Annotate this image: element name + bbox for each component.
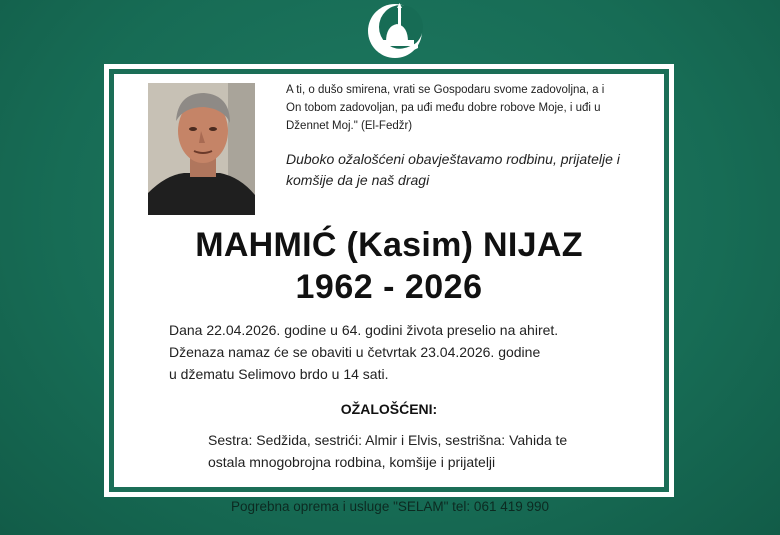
obituary-card (104, 64, 674, 497)
funeral-details (169, 319, 609, 385)
announcement-intro (286, 149, 646, 191)
intro-line: komšije da je naš dragi (286, 172, 430, 188)
details-line: Dana 22.04.2026. godine u 64. godini života preselio na ahiret. (169, 322, 559, 338)
deceased-name: MAHMIĆ (Kasim) NIJAZ (195, 226, 583, 264)
quran-quote (286, 81, 638, 135)
life-years: 1962 - 2026 (295, 268, 483, 306)
details-line: Dženaza namaz će se obaviti u četvrtak 23.04.2026. godine (169, 344, 541, 360)
intro-line: Duboko ožalošćeni obavještavamo rodbinu, prijatelje i (286, 151, 620, 167)
quote-line: A ti, o dušo smirena, vrati se Gospodaru svome zadovoljna, a i (286, 84, 605, 96)
quote-line: Džennet Moj." (El-Fedžr) (286, 120, 413, 132)
crescent-mosque-icon (366, 2, 424, 60)
mourners-list (208, 429, 628, 473)
deceased-photo (148, 83, 255, 215)
mourners-line: ostala mnogobrojna rodbina, komšije i prijatelji (208, 454, 496, 470)
mourners-title: OŽALOŠĆENI: (340, 401, 438, 417)
quote-line: On tobom zadovoljan, pa uđi među dobre robove Moje, i uđi u (286, 102, 601, 114)
details-line: u džematu Selimovo brdo u 14 sati. (169, 366, 389, 382)
mourners-line: Sestra: Sedžida, sestrići: Almir i Elvis, sestrišna: Vahida te (208, 432, 568, 448)
funeral-service-footer: Pogrebna oprema i usluge "SELAM" tel: 061 419 990 (230, 499, 550, 514)
